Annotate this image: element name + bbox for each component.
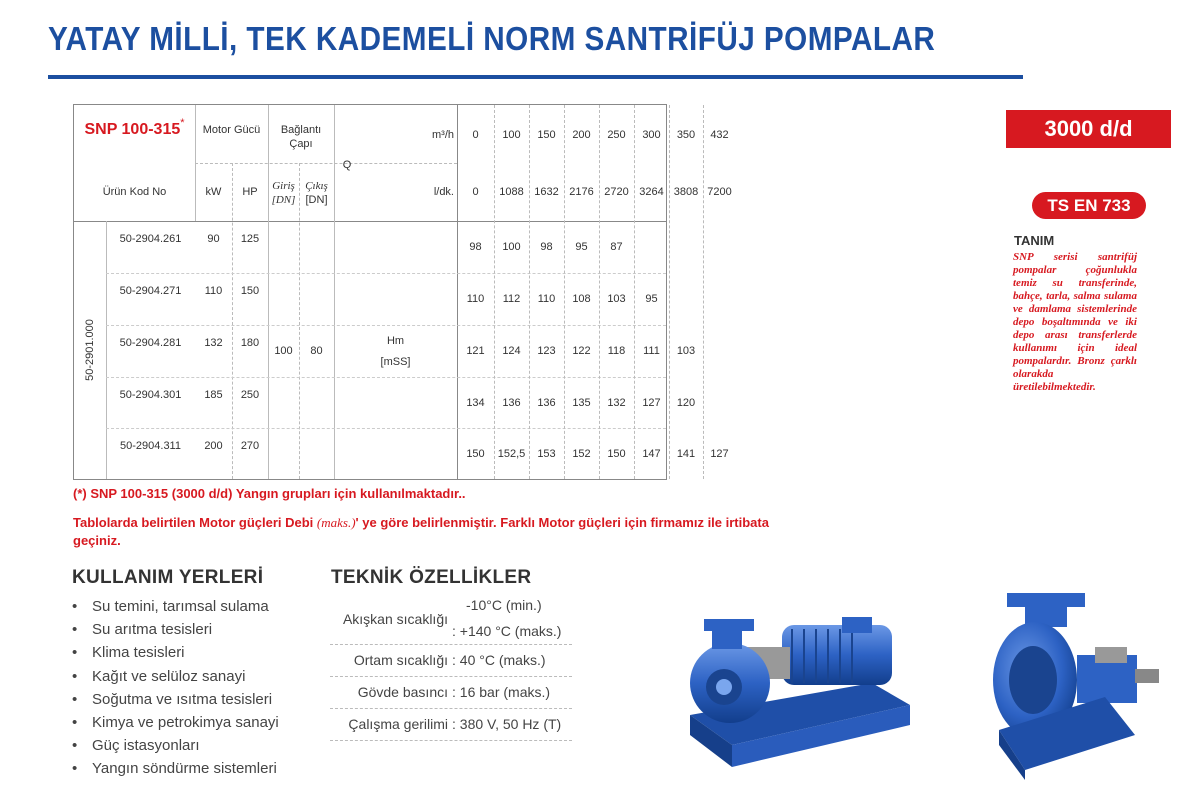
tech-row: Ortam sıcaklığı : 40 °C (maks.): [330, 645, 572, 677]
uses-item: • Klima tesisleri: [72, 641, 279, 664]
uses-item: • Kağıt ve selüloz sanayi: [72, 665, 279, 688]
product-code: 50-2904.301: [119, 388, 182, 401]
model-name: SNP 100-315*: [84, 117, 185, 138]
flow-ldk-header: 1088: [499, 186, 524, 198]
fire-group-note: (*) SNP 100-315 (3000 d/d) Yangın grupları için kullanılmaktadır..: [73, 486, 466, 501]
tech-heading: TEKNİK ÖZELLİKLER: [331, 567, 532, 588]
page-title: YATAY MİLLİ, TEK KADEMELİ NORM SANTRİFÜJ POMPALAR: [48, 20, 936, 57]
flow-ldk-header: 0: [472, 186, 479, 198]
tech-row: Çalışma gerilimi : 380 V, 50 Hz (T): [330, 709, 572, 741]
head-value: 120: [676, 396, 696, 409]
head-value: 127: [642, 396, 661, 409]
head-value: 100: [502, 240, 521, 253]
hm-unit: [mSS]: [380, 356, 411, 368]
head-value: 141: [676, 447, 696, 460]
flow-ldk-header: 1632: [534, 186, 559, 198]
head-value: 153: [537, 447, 556, 460]
head-value: 136: [502, 396, 521, 409]
motor-kw: 185: [204, 388, 223, 401]
head-value: 108: [572, 292, 591, 305]
head-value: 136: [537, 396, 556, 409]
flow-unit-m3h: m³/h: [432, 129, 454, 141]
head-value: 122: [572, 344, 591, 357]
head-value: 95: [645, 292, 658, 305]
motor-hp: 150: [240, 284, 260, 297]
flow-ldk-header: 7200: [707, 186, 732, 198]
bullet-icon: •: [72, 760, 78, 778]
title-underline: [48, 75, 1023, 79]
head-value: 152,5: [497, 447, 526, 460]
bullet-icon: •: [72, 598, 78, 615]
bullet-icon: •: [72, 737, 78, 755]
head-value: 98: [540, 240, 553, 253]
uses-item: • Soğutma ve ısıtma tesisleri: [72, 688, 279, 711]
motor-label: Motor Gücü: [202, 124, 261, 136]
product-code: 50-2904.261: [119, 232, 182, 245]
hm-label: Hm: [386, 335, 405, 347]
motor-hp: 270: [240, 439, 260, 452]
model-mark: *: [180, 117, 185, 129]
outlet-dn: 80: [310, 345, 323, 357]
motor-hp: 180: [240, 336, 260, 349]
bullet-icon: •: [72, 667, 78, 685]
hp-label: HP: [242, 186, 258, 198]
uses-item: • Yangın söndürme sistemleri: [72, 757, 279, 780]
pump-image: [985, 585, 1175, 785]
product-code-label: Ürün Kod No: [102, 186, 167, 198]
head-value: 150: [607, 447, 626, 460]
head-value: 95: [575, 240, 588, 253]
connection-label: Bağlantı Çapı: [280, 124, 322, 150]
tanim-heading: TANIM: [1014, 233, 1055, 248]
flow-m3h-header: 250: [607, 129, 626, 141]
q-label: Q: [342, 159, 352, 171]
motor-hp: 125: [240, 232, 260, 245]
head-value: 112: [502, 292, 521, 305]
flow-unit-ldk: l/dk.: [433, 186, 454, 198]
head-value: 147: [642, 447, 661, 460]
tech-row: Akışkan sıcaklığı -10°C (min.) : +140 °C (maks.): [330, 592, 572, 645]
bullet-icon: •: [72, 644, 78, 662]
head-value: 110: [466, 292, 485, 305]
head-value: 150: [466, 447, 485, 460]
flow-m3h-header: 200: [572, 129, 591, 141]
motor-kw: 90: [207, 232, 220, 245]
standard-badge: TS EN 733: [1032, 192, 1146, 219]
flow-ldk-header: 3264: [639, 186, 664, 198]
flow-m3h-header: 100: [502, 129, 521, 141]
pump-motor-image: [682, 595, 917, 785]
head-value: 134: [466, 396, 485, 409]
speed-badge: 3000 d/d: [1006, 110, 1171, 148]
flow-m3h-header: 0: [472, 129, 479, 141]
uses-list: [72, 595, 279, 781]
motor-hp: 250: [240, 388, 260, 401]
outlet-unit: [DN]: [305, 194, 328, 206]
flow-ldk-header: 3808: [673, 186, 699, 198]
head-value: 87: [610, 240, 623, 253]
inlet-label: Giriş: [272, 180, 295, 192]
motor-kw: 200: [204, 439, 223, 452]
uses-item: • Güç istasyonları: [72, 734, 279, 757]
motor-kw: 110: [204, 284, 223, 297]
head-value: 118: [607, 344, 626, 357]
flow-ldk-header: 2720: [604, 186, 629, 198]
kw-label: kW: [205, 186, 222, 198]
head-value: 103: [676, 344, 696, 357]
uses-heading: KULLANIM YERLERİ: [72, 567, 264, 588]
head-value: 135: [572, 396, 591, 409]
product-code: 50-2904.311: [120, 439, 181, 452]
uses-item: • Kimya ve petrokimya sanayi: [72, 711, 279, 734]
head-value: 127: [710, 447, 729, 460]
head-value: 103: [607, 292, 626, 305]
flow-m3h-header: 350: [676, 129, 696, 141]
head-value: 110: [537, 292, 556, 305]
head-value: 152: [572, 447, 591, 460]
outlet-label: Çıkış: [305, 180, 328, 192]
inlet-unit: [DN]: [271, 194, 296, 206]
product-code: 50-2904.271: [119, 284, 182, 297]
head-value: 98: [469, 240, 482, 253]
head-value: 124: [502, 344, 521, 357]
flow-m3h-header: 150: [537, 129, 556, 141]
flow-ldk-header: 2176: [569, 186, 594, 198]
bullet-icon: •: [72, 690, 78, 708]
inlet-dn: 100: [274, 345, 293, 357]
head-value: 132: [607, 396, 626, 409]
head-value: 121: [466, 344, 485, 357]
tech-row: Gövde basıncı : 16 bar (maks.): [330, 677, 572, 709]
head-value: 123: [537, 344, 556, 357]
motor-kw: 132: [204, 336, 223, 349]
tanim-text: SNP serisi santrifüj pompalar çoğunlukla temiz su transferinde, bahçe, tarla, salma sulama ve damlama sistemlerinde depo boşaltımında ve iki depo arası transferlerde kullanımı için ideal pompalardır. Bronz çarklı olarakda üretilebilmektedir.: [1013, 251, 1137, 393]
uses-item: • Su arıtma tesisleri: [72, 618, 279, 641]
spec-table: [73, 104, 732, 480]
bullet-icon: •: [72, 713, 78, 731]
flow-m3h-header: 300: [642, 129, 661, 141]
flow-m3h-header: 432: [710, 129, 729, 141]
head-value: 111: [643, 344, 660, 357]
bullet-icon: •: [72, 621, 78, 639]
product-code: 50-2904.281: [119, 336, 182, 349]
tech-table: [330, 592, 572, 741]
motor-power-note: Tablolarda belirtilen Motor güçleri Debi (maks.)' ye göre belirlenmiştir. Farklı Motor güçleri için firmamız ile irtibata geçiniz.: [73, 515, 769, 548]
uses-item: • Su temini, tarımsal sulama: [72, 595, 279, 618]
group-code: 50-2901.000: [84, 319, 96, 381]
